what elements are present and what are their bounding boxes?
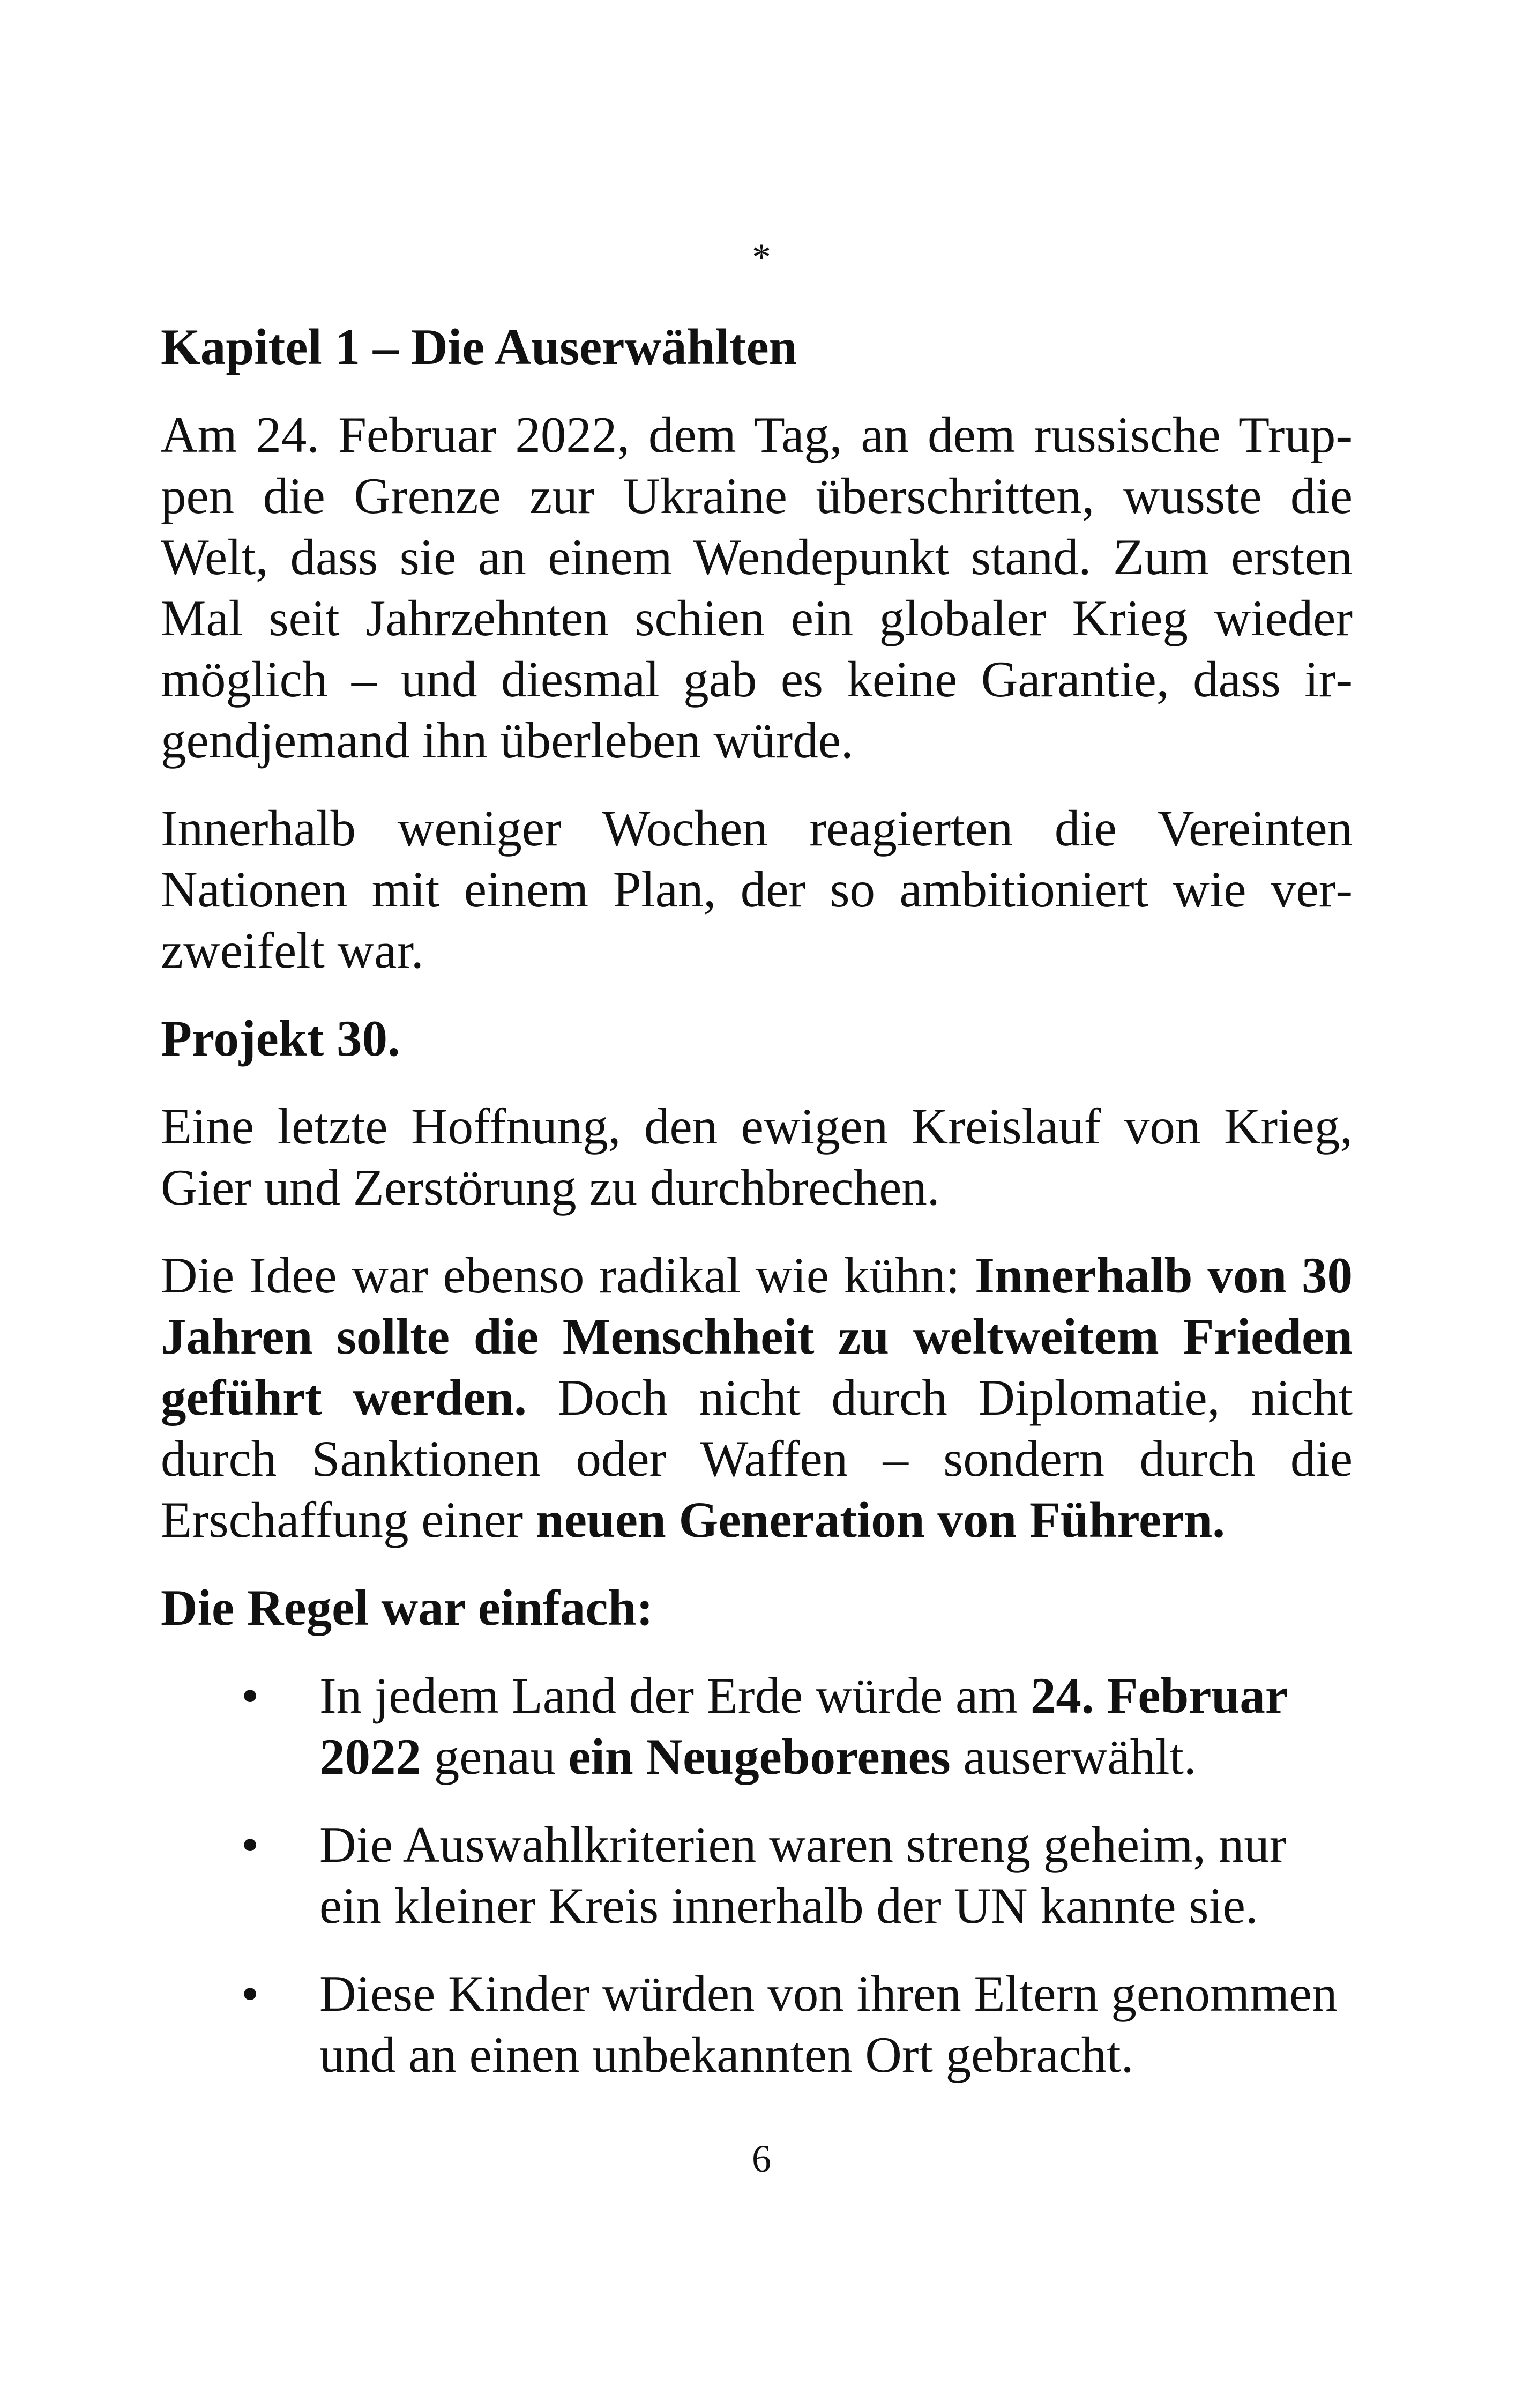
rule-item — [161, 1814, 1353, 1936]
section-ornament: * — [752, 236, 771, 279]
page-content — [161, 316, 1353, 2112]
rule-item — [161, 1665, 1353, 1787]
rule-item — [161, 1963, 1353, 2085]
rule-date-bold: 24. Februar 2022 — [319, 1667, 1287, 1785]
rule-text: auserwählt. — [950, 1728, 1197, 1785]
paragraph-un-plan: Innerhalb weniger Wochen reagierten die Vereinten Nationen mit einem Plan, der so ambitioniert wie verzweifelt war. — [161, 800, 1353, 979]
rule-text: Diese Kinder würden von ihren Eltern genommen und an einen unbekannten Ort gebracht. — [319, 1965, 1338, 2083]
rule-newborn-bold: ein Neugeborenes — [568, 1728, 951, 1785]
chapter-title: Kapitel 1 – Die Auserwählten — [161, 318, 797, 375]
idea-middle: Doch nicht durch Diplomatie, nicht durch Sanktionen oder Waffen – sondern durch die Erschaffung einer — [161, 1369, 1353, 1548]
paragraph-idea — [161, 1245, 1353, 1550]
idea-intro: Die Idee war ebenso radikal wie kühn: — [161, 1247, 975, 1304]
rule-text: genau — [421, 1728, 569, 1785]
rule-text: Die Auswahlkriterien waren streng geheim, nur ein kleiner Kreis innerhalb der UN kannte sie. — [319, 1816, 1287, 1934]
paragraph-hope: Eine letzte Hoffnung, den ewigen Kreislauf von Krieg, Gier und Zerstörung zu durchbrechen. — [161, 1098, 1353, 1216]
idea-goal-bold: Innerhalb von 30 Jahren sollte die Menschheit zu weltweitem Frieden geführt werden. — [161, 1247, 1353, 1426]
bullet-icon: • — [241, 1816, 259, 1873]
page-number: 6 — [752, 2137, 771, 2180]
idea-generation-bold: neuen Generation von Führern. — [535, 1491, 1225, 1548]
rules-heading: Die Regel war einfach: — [161, 1579, 653, 1636]
rule-text: In jedem Land der Erde würde am — [319, 1667, 1031, 1724]
rules-list — [161, 1665, 1353, 2085]
project-heading: Projekt 30. — [161, 1010, 400, 1067]
bullet-icon: • — [241, 1965, 259, 2022]
bullet-icon: • — [241, 1667, 259, 1724]
paragraph-invasion: Am 24. Februar 2022, dem Tag, an dem russische Truppen die Grenze zur Ukraine überschritten, wusste die Welt, dass sie an einem Wendepunkt stand. Zum ersten Mal seit Jahrzehnten schien ein globaler Krieg wieder möglich – und diesmal gab es keine Garantie, dass irgendjemand ihn überleben würde. — [161, 406, 1353, 769]
